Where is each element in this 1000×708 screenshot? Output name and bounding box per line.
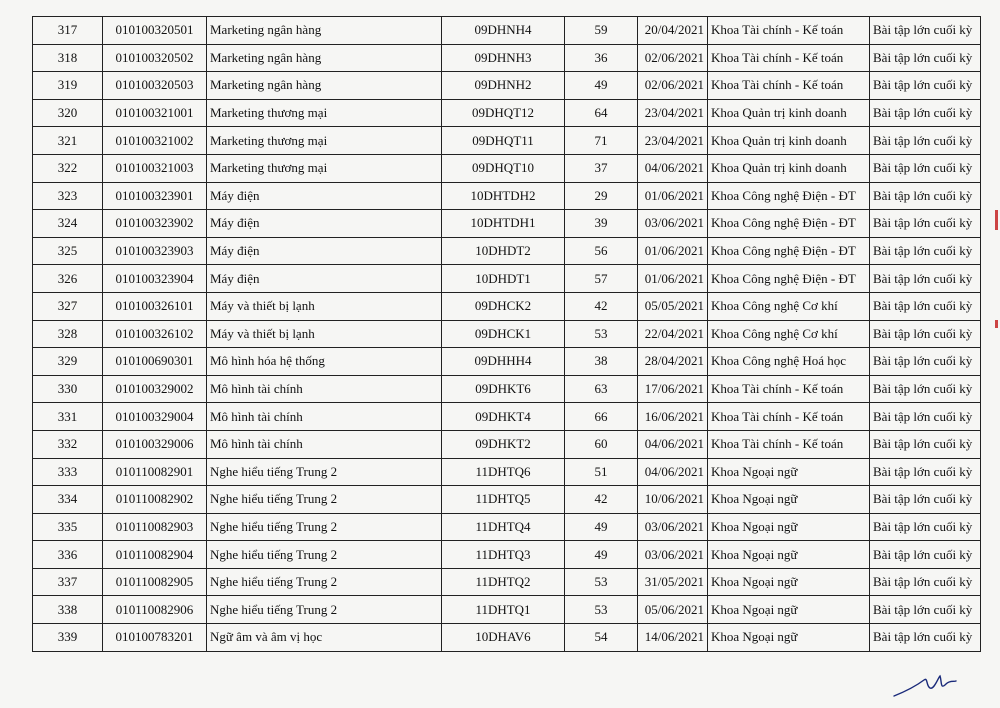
assessment-form: Bài tập lớn cuối kỳ [870,127,981,155]
department: Khoa Công nghệ Cơ khí [708,292,870,320]
student-count: 51 [565,458,638,486]
course-code: 010110082903 [103,513,207,541]
assessment-form: Bài tập lớn cuối kỳ [870,17,981,45]
department: Khoa Tài chính - Kế toán [708,375,870,403]
row-number: 333 [33,458,103,486]
department: Khoa Quản trị kinh doanh [708,99,870,127]
class-code: 09DHCK1 [442,320,565,348]
class-code: 11DHTQ6 [442,458,565,486]
course-name: Marketing ngân hàng [207,17,442,45]
department: Khoa Quản trị kinh doanh [708,154,870,182]
class-code: 09DHNH2 [442,72,565,100]
class-code: 11DHTQ3 [442,541,565,569]
table-row [33,237,981,265]
table-row [33,568,981,596]
course-code: 010110082901 [103,458,207,486]
course-name: Marketing thương mại [207,127,442,155]
student-count: 53 [565,568,638,596]
course-code: 010110082902 [103,486,207,514]
student-count: 60 [565,430,638,458]
row-number: 317 [33,17,103,45]
course-code: 010110082904 [103,541,207,569]
assessment-form: Bài tập lớn cuối kỳ [870,458,981,486]
department: Khoa Công nghệ Cơ khí [708,320,870,348]
table-row [33,486,981,514]
course-name: Máy điện [207,210,442,238]
row-number: 337 [33,568,103,596]
course-name: Máy điện [207,237,442,265]
submission-date: 23/04/2021 [638,99,708,127]
table-row [33,182,981,210]
class-code: 09DHQT10 [442,154,565,182]
course-code: 010100323901 [103,182,207,210]
row-number: 330 [33,375,103,403]
department: Khoa Ngoại ngữ [708,486,870,514]
course-name: Mô hình hóa hệ thống [207,348,442,376]
student-count: 54 [565,624,638,652]
department: Khoa Ngoại ngữ [708,458,870,486]
class-code: 11DHTQ5 [442,486,565,514]
course-name: Ngữ âm và âm vị học [207,624,442,652]
class-code: 11DHTQ4 [442,513,565,541]
row-number: 331 [33,403,103,431]
class-code: 09DHNH4 [442,17,565,45]
table-row [33,513,981,541]
student-count: 39 [565,210,638,238]
table-row [33,44,981,72]
assessment-form: Bài tập lớn cuối kỳ [870,568,981,596]
submission-date: 22/04/2021 [638,320,708,348]
course-code: 010100320502 [103,44,207,72]
assessment-form: Bài tập lớn cuối kỳ [870,237,981,265]
course-name: Marketing ngân hàng [207,44,442,72]
department: Khoa Tài chính - Kế toán [708,430,870,458]
assessment-form: Bài tập lớn cuối kỳ [870,596,981,624]
assessment-form: Bài tập lớn cuối kỳ [870,486,981,514]
class-code: 09DHHH4 [442,348,565,376]
table-body [33,17,981,652]
scan-edge-mark [995,320,998,328]
assessment-form: Bài tập lớn cuối kỳ [870,403,981,431]
course-name: Máy điện [207,182,442,210]
row-number: 319 [33,72,103,100]
course-code: 010100323902 [103,210,207,238]
table-row [33,375,981,403]
table-row [33,127,981,155]
course-code: 010110082906 [103,596,207,624]
student-count: 42 [565,486,638,514]
assessment-form: Bài tập lớn cuối kỳ [870,348,981,376]
course-code: 010100320503 [103,72,207,100]
row-number: 339 [33,624,103,652]
course-code: 010100329002 [103,375,207,403]
class-code: 11DHTQ1 [442,596,565,624]
course-code: 010100323904 [103,265,207,293]
submission-date: 01/06/2021 [638,265,708,293]
submission-date: 01/06/2021 [638,182,708,210]
department: Khoa Công nghệ Điện - ĐT [708,210,870,238]
course-name: Nghe hiểu tiếng Trung 2 [207,596,442,624]
row-number: 328 [33,320,103,348]
class-code: 10DHTDH2 [442,182,565,210]
row-number: 324 [33,210,103,238]
assessment-form: Bài tập lớn cuối kỳ [870,624,981,652]
class-code: 09DHCK2 [442,292,565,320]
assessment-form: Bài tập lớn cuối kỳ [870,44,981,72]
submission-date: 04/06/2021 [638,430,708,458]
course-schedule-table [32,16,981,652]
table-row [33,458,981,486]
class-code: 10DHAV6 [442,624,565,652]
course-name: Mô hình tài chính [207,375,442,403]
assessment-form: Bài tập lớn cuối kỳ [870,292,981,320]
row-number: 321 [33,127,103,155]
row-number: 335 [33,513,103,541]
course-name: Nghe hiểu tiếng Trung 2 [207,458,442,486]
submission-date: 01/06/2021 [638,237,708,265]
table-row [33,348,981,376]
course-name: Nghe hiểu tiếng Trung 2 [207,568,442,596]
department: Khoa Tài chính - Kế toán [708,403,870,431]
submission-date: 02/06/2021 [638,72,708,100]
assessment-form: Bài tập lớn cuối kỳ [870,265,981,293]
submission-date: 05/05/2021 [638,292,708,320]
course-name: Marketing thương mại [207,99,442,127]
table-row [33,292,981,320]
department: Khoa Công nghệ Điện - ĐT [708,265,870,293]
class-code: 09DHNH3 [442,44,565,72]
table-row [33,320,981,348]
student-count: 59 [565,17,638,45]
table-row [33,403,981,431]
class-code: 10DHDT1 [442,265,565,293]
student-count: 57 [565,265,638,293]
department: Khoa Ngoại ngữ [708,541,870,569]
department: Khoa Công nghệ Hoá học [708,348,870,376]
assessment-form: Bài tập lớn cuối kỳ [870,541,981,569]
student-count: 49 [565,513,638,541]
department: Khoa Ngoại ngữ [708,568,870,596]
table-row [33,541,981,569]
department: Khoa Ngoại ngữ [708,596,870,624]
course-name: Mô hình tài chính [207,403,442,431]
course-name: Mô hình tài chính [207,430,442,458]
department: Khoa Quản trị kinh doanh [708,127,870,155]
student-count: 42 [565,292,638,320]
assessment-form: Bài tập lớn cuối kỳ [870,154,981,182]
row-number: 334 [33,486,103,514]
department: Khoa Tài chính - Kế toán [708,44,870,72]
department: Khoa Tài chính - Kế toán [708,17,870,45]
department: Khoa Công nghệ Điện - ĐT [708,182,870,210]
student-count: 49 [565,541,638,569]
course-name: Máy điện [207,265,442,293]
submission-date: 03/06/2021 [638,541,708,569]
submission-date: 05/06/2021 [638,596,708,624]
table-row [33,154,981,182]
course-name: Nghe hiểu tiếng Trung 2 [207,486,442,514]
submission-date: 04/06/2021 [638,154,708,182]
row-number: 318 [33,44,103,72]
course-code: 010100321001 [103,99,207,127]
course-name: Máy và thiết bị lạnh [207,292,442,320]
course-code: 010100326102 [103,320,207,348]
class-code: 09DHKT2 [442,430,565,458]
course-code: 010100321002 [103,127,207,155]
class-code: 10DHDT2 [442,237,565,265]
class-code: 10DHTDH1 [442,210,565,238]
submission-date: 16/06/2021 [638,403,708,431]
course-code: 010100320501 [103,17,207,45]
department: Khoa Ngoại ngữ [708,513,870,541]
student-count: 49 [565,72,638,100]
course-name: Nghe hiểu tiếng Trung 2 [207,541,442,569]
assessment-form: Bài tập lớn cuối kỳ [870,430,981,458]
table-row [33,210,981,238]
course-code: 010110082905 [103,568,207,596]
submission-date: 10/06/2021 [638,486,708,514]
submission-date: 03/06/2021 [638,210,708,238]
submission-date: 02/06/2021 [638,44,708,72]
row-number: 332 [33,430,103,458]
course-code: 010100783201 [103,624,207,652]
signature-mark [890,672,960,702]
course-code: 010100323903 [103,237,207,265]
class-code: 09DHQT11 [442,127,565,155]
submission-date: 14/06/2021 [638,624,708,652]
table-row [33,596,981,624]
assessment-form: Bài tập lớn cuối kỳ [870,513,981,541]
submission-date: 23/04/2021 [638,127,708,155]
table-row [33,430,981,458]
submission-date: 04/06/2021 [638,458,708,486]
table-row [33,265,981,293]
department: Khoa Ngoại ngữ [708,624,870,652]
student-count: 38 [565,348,638,376]
student-count: 63 [565,375,638,403]
assessment-form: Bài tập lớn cuối kỳ [870,320,981,348]
row-number: 325 [33,237,103,265]
row-number: 320 [33,99,103,127]
class-code: 09DHKT6 [442,375,565,403]
class-code: 11DHTQ2 [442,568,565,596]
row-number: 329 [33,348,103,376]
assessment-form: Bài tập lớn cuối kỳ [870,72,981,100]
course-code: 010100690301 [103,348,207,376]
course-code: 010100329006 [103,430,207,458]
row-number: 326 [33,265,103,293]
course-code: 010100326101 [103,292,207,320]
row-number: 322 [33,154,103,182]
course-code: 010100329004 [103,403,207,431]
student-count: 64 [565,99,638,127]
assessment-form: Bài tập lớn cuối kỳ [870,375,981,403]
student-count: 53 [565,596,638,624]
student-count: 71 [565,127,638,155]
course-code: 010100321003 [103,154,207,182]
course-name: Marketing thương mại [207,154,442,182]
table-row [33,17,981,45]
class-code: 09DHQT12 [442,99,565,127]
assessment-form: Bài tập lớn cuối kỳ [870,210,981,238]
table-row [33,99,981,127]
assessment-form: Bài tập lớn cuối kỳ [870,99,981,127]
assessment-form: Bài tập lớn cuối kỳ [870,182,981,210]
student-count: 29 [565,182,638,210]
submission-date: 17/06/2021 [638,375,708,403]
submission-date: 20/04/2021 [638,17,708,45]
course-name: Marketing ngân hàng [207,72,442,100]
student-count: 37 [565,154,638,182]
table-row [33,72,981,100]
row-number: 338 [33,596,103,624]
class-code: 09DHKT4 [442,403,565,431]
department: Khoa Tài chính - Kế toán [708,72,870,100]
course-name: Máy và thiết bị lạnh [207,320,442,348]
submission-date: 03/06/2021 [638,513,708,541]
student-count: 36 [565,44,638,72]
submission-date: 31/05/2021 [638,568,708,596]
department: Khoa Công nghệ Điện - ĐT [708,237,870,265]
submission-date: 28/04/2021 [638,348,708,376]
student-count: 66 [565,403,638,431]
row-number: 336 [33,541,103,569]
student-count: 53 [565,320,638,348]
course-name: Nghe hiểu tiếng Trung 2 [207,513,442,541]
row-number: 323 [33,182,103,210]
row-number: 327 [33,292,103,320]
table-row [33,624,981,652]
student-count: 56 [565,237,638,265]
scan-edge-mark [995,210,998,230]
